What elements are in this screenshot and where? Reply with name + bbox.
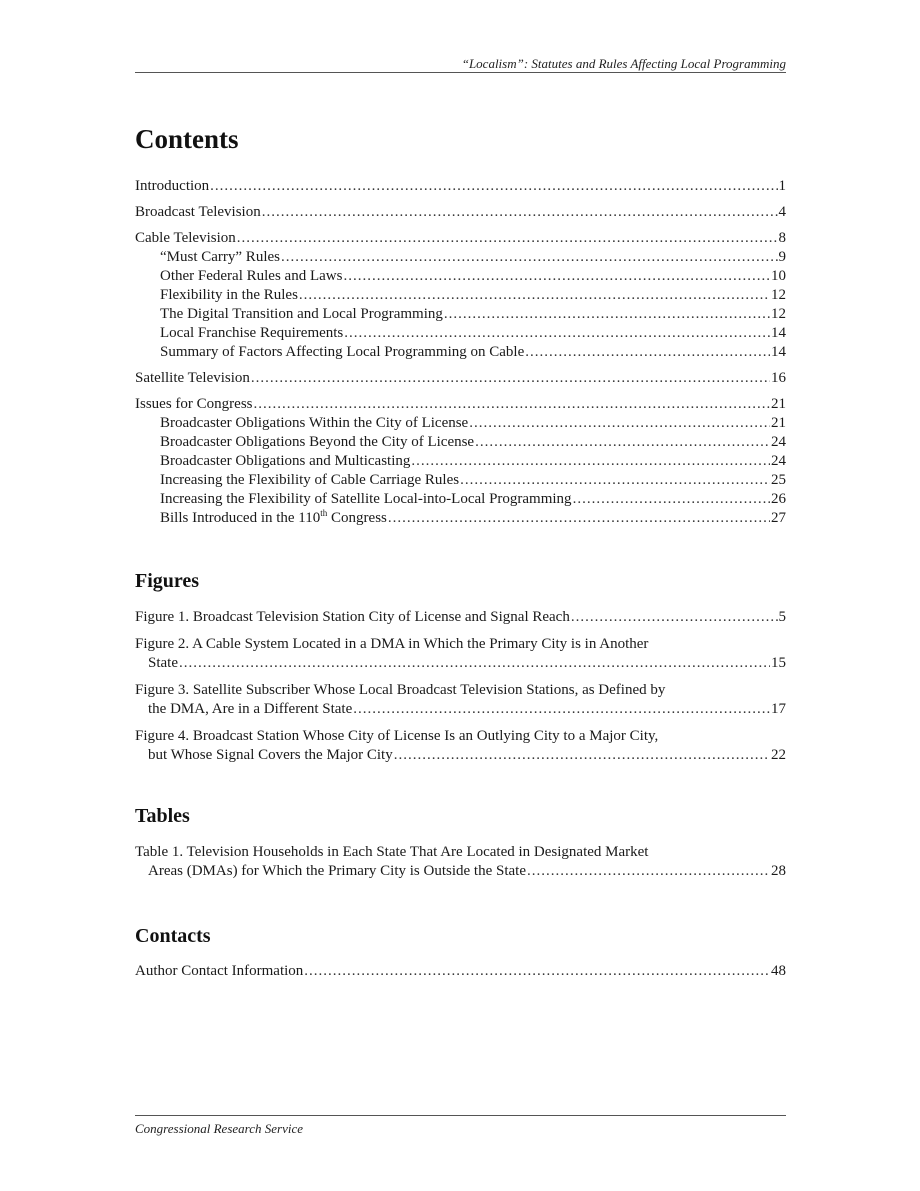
tables-list xyxy=(135,843,786,881)
ordinal-suffix: th xyxy=(320,508,328,518)
toc-subentry-obligations-beyond-city[interactable] xyxy=(135,433,786,452)
dot-leader xyxy=(299,286,770,305)
toc-entry-label: Increasing the Flexibility of Cable Carriage Rules xyxy=(160,472,460,488)
toc-subentry-obligations-within-city[interactable] xyxy=(135,414,786,433)
table-entry-1[interactable] xyxy=(135,843,786,881)
figure-entry-label: Figure 4. Broadcast Station Whose City of License Is an Outlying City to a Major City, xyxy=(135,728,659,744)
toc-subentry-digital-transition[interactable] xyxy=(135,305,786,324)
dot-leader xyxy=(353,700,770,719)
figure-entry-label: Figure 3. Satellite Subscriber Whose Local Broadcast Television Stations, as Defined by xyxy=(135,682,666,698)
toc-entry-label: Increasing the Flexibility of Satellite Local-into-Local Programming xyxy=(160,491,572,507)
figure-entry-continuation: the DMA, Are in a Different State xyxy=(148,701,353,717)
contents-heading: Contents xyxy=(135,124,239,154)
toc-subentry-other-federal-rules[interactable] xyxy=(135,267,786,286)
dot-leader xyxy=(475,433,770,452)
dot-leader xyxy=(411,452,770,471)
dot-leader xyxy=(304,962,770,981)
dot-leader xyxy=(527,862,770,881)
dot-leader xyxy=(444,305,770,324)
toc-entry-issues-for-congress[interactable] xyxy=(135,395,786,414)
toc-entry-label xyxy=(160,509,387,528)
dot-leader xyxy=(179,654,770,673)
dot-leader xyxy=(251,369,770,388)
dot-leader xyxy=(469,414,770,433)
toc-entry-label: Local Franchise Requirements xyxy=(160,325,344,341)
dot-leader xyxy=(254,395,771,414)
figure-entry-continuation: but Whose Signal Covers the Major City xyxy=(148,747,393,763)
contacts-list xyxy=(135,962,786,981)
bills-label-suffix: Congress xyxy=(327,510,387,526)
dot-leader xyxy=(460,471,770,490)
toc-page-number: 17 xyxy=(771,701,786,717)
toc-entry-label: Broadcaster Obligations and Multicasting xyxy=(160,453,411,469)
toc-page-number: 15 xyxy=(771,655,786,671)
dot-leader xyxy=(237,229,778,248)
toc-page-number: 25 xyxy=(771,472,786,488)
toc-page-number: 26 xyxy=(771,491,786,507)
dot-leader xyxy=(343,267,770,286)
toc-subentry-cable-carriage-flexibility[interactable] xyxy=(135,471,786,490)
toc-entry-label: Broadcaster Obligations Beyond the City of License xyxy=(160,434,475,450)
toc-page-number: 21 xyxy=(771,415,786,431)
toc-page-number: 8 xyxy=(778,230,786,246)
toc-page-number: 9 xyxy=(778,249,786,265)
toc-subentry-flexibility-rules[interactable] xyxy=(135,286,786,305)
footer-text: Congressional Research Service xyxy=(135,1121,303,1136)
toc-page-number: 27 xyxy=(771,510,786,526)
table-entry-continuation: Areas (DMAs) for Which the Primary City is Outside the State xyxy=(148,863,526,879)
dot-leader xyxy=(571,608,778,627)
footer-rule xyxy=(135,1115,786,1116)
toc-page-number: 10 xyxy=(771,268,786,284)
dot-leader xyxy=(210,177,777,196)
toc-entry-introduction[interactable] xyxy=(135,177,786,196)
figure-entry-label: Figure 2. A Cable System Located in a DMA in Which the Primary City is in Another xyxy=(135,636,649,652)
toc-entry-label: Flexibility in the Rules xyxy=(160,287,298,303)
toc-entry-cable-television[interactable] xyxy=(135,229,786,248)
figures-heading: Figures xyxy=(135,570,200,592)
toc-page-number: 12 xyxy=(771,287,786,303)
dot-leader xyxy=(394,746,770,765)
toc-subentry-local-franchise[interactable] xyxy=(135,324,786,343)
toc-page-number: 22 xyxy=(771,747,786,763)
toc-page-number: 5 xyxy=(778,609,786,625)
dot-leader xyxy=(344,324,770,343)
figure-entry-label: Figure 1. Broadcast Television Station City of License and Signal Reach xyxy=(135,609,570,625)
toc-entry-label: Introduction xyxy=(135,178,210,194)
dot-leader xyxy=(525,343,770,362)
toc-page-number: 14 xyxy=(771,344,786,360)
figure-entry-continuation: State xyxy=(148,655,178,671)
toc-entry-label: The Digital Transition and Local Programming xyxy=(160,306,443,322)
figure-entry-1[interactable] xyxy=(135,608,786,627)
toc-page-number: 16 xyxy=(771,370,786,386)
toc-entry-label: Other Federal Rules and Laws xyxy=(160,268,343,284)
toc-entry-label: Broadcaster Obligations Within the City of License xyxy=(160,415,469,431)
toc-subentry-summary-factors[interactable] xyxy=(135,343,786,362)
tables-heading: Tables xyxy=(135,805,190,827)
header-rule xyxy=(135,72,786,73)
toc-entry-label: Summary of Factors Affecting Local Programming on Cable xyxy=(160,344,525,360)
running-header: “Localism”: Statutes and Rules Affecting Local Programming xyxy=(461,56,786,71)
toc-page-number: 28 xyxy=(771,863,786,879)
toc-entry-label: Issues for Congress xyxy=(135,396,253,412)
figure-entry-4[interactable] xyxy=(135,727,786,765)
toc-page-number: 12 xyxy=(771,306,786,322)
toc-page-number: 14 xyxy=(771,325,786,341)
toc-page-number: 1 xyxy=(778,178,786,194)
toc-entry-broadcast-television[interactable] xyxy=(135,203,786,222)
toc-page-number: 24 xyxy=(771,453,786,469)
toc-page-number: 21 xyxy=(771,396,786,412)
toc-subentry-bills-introduced[interactable] xyxy=(135,509,786,528)
toc-entry-satellite-television[interactable] xyxy=(135,369,786,388)
contacts-heading: Contacts xyxy=(135,925,211,947)
toc-page-number: 24 xyxy=(771,434,786,450)
figures-list xyxy=(135,608,786,765)
toc-entry-label: Cable Television xyxy=(135,230,236,246)
dot-leader xyxy=(388,509,770,528)
contents-list xyxy=(135,177,786,528)
dot-leader xyxy=(281,248,778,267)
document-page xyxy=(135,0,786,1191)
toc-entry-label: Satellite Television xyxy=(135,370,250,386)
figure-entry-3[interactable] xyxy=(135,681,786,719)
toc-page-number: 4 xyxy=(778,204,786,220)
contact-entry-author[interactable] xyxy=(135,962,786,981)
table-entry-label: Table 1. Television Households in Each State That Are Located in Designated Market xyxy=(135,844,649,860)
contact-entry-label: Author Contact Information xyxy=(135,963,304,979)
bills-label-prefix: Bills Introduced in the 110 xyxy=(160,510,321,526)
dot-leader xyxy=(262,203,778,222)
toc-subentry-satellite-flexibility[interactable] xyxy=(135,490,786,509)
toc-entry-label: “Must Carry” Rules xyxy=(160,249,280,265)
toc-subentry-must-carry[interactable] xyxy=(135,248,786,267)
toc-subentry-obligations-multicasting[interactable] xyxy=(135,452,786,471)
figure-entry-2[interactable] xyxy=(135,635,786,673)
dot-leader xyxy=(573,490,770,509)
toc-page-number: 48 xyxy=(771,963,786,979)
toc-entry-label: Broadcast Television xyxy=(135,204,261,220)
